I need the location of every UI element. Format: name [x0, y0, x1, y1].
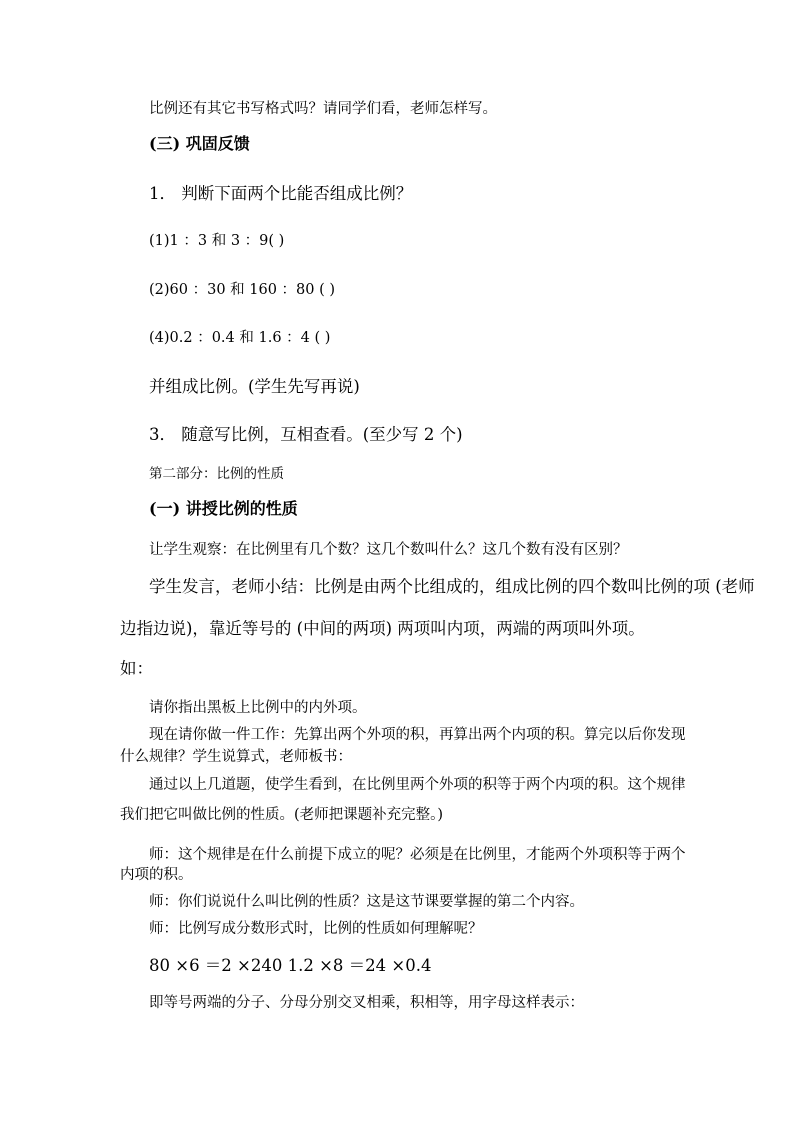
text-line-point-out: 请你指出黑板上比例中的内外项。: [149, 700, 367, 716]
text-line-other-formats: 比例还有其它书写格式吗？请同学们看，老师怎样写。: [149, 101, 497, 117]
exercise-3-prompt: 3． 随意写比例，互相查看。(至少写 2 个): [149, 425, 463, 444]
section-heading-teach-property: (一) 讲授比例的性质: [149, 499, 298, 518]
text-line-rule-1: 通过以上几道题，使学生看到，在比例里两个外项的积等于两个内项的积。这个规律: [149, 777, 686, 793]
text-line-example: 如：: [120, 659, 153, 678]
text-line-what-is-property: 师：你们说说什么叫比例的性质？这是这节课要掌握的第二个内容。: [149, 894, 584, 910]
text-line-premise-2: 内项的积。: [120, 867, 193, 883]
text-line-observe: 让学生观察：在比例里有几个数？这几个数叫什么？这几个数有没有区别？: [149, 542, 628, 558]
text-line-fraction-form: 师：比例写成分数形式时，比例的性质如何理解呢？: [149, 921, 483, 937]
text-line-form-proportion: 并组成比例。(学生先写再说): [149, 377, 360, 396]
section-heading-consolidation: (三) 巩固反馈: [149, 134, 250, 153]
exercise-1-prompt: 1． 判断下面两个比能否组成比例？: [149, 184, 413, 203]
equation-line: 80 ×6 ＝2 ×240 1.2 ×8 ＝24 ×0.4: [149, 956, 432, 975]
text-line-premise-1: 师：这个规律是在什么前提下成立的呢？必须是在比例里，才能两个外项积等于两个: [149, 847, 686, 863]
exercise-item-4: (4)0.2 ：0.4 和 1.6 ：4 ( ): [149, 330, 331, 346]
text-line-summary-2: 边指边说)，靠近等号的 (中间的两项) 两项叫内项，两端的两项叫外项。: [120, 619, 645, 638]
text-line-task-1: 现在请你做一件工作：先算出两个外项的积，再算出两个内项的积。算完以后你发现: [149, 727, 686, 743]
text-line-rule-2: 我们把它叫做比例的性质。(老师把课题补充完整。): [120, 807, 444, 823]
exercise-item-2: (2)60 ：30 和 160 ：80 ( ): [149, 282, 336, 298]
text-line-summary-1: 学生发言，老师小结：比例是由两个比组成的，组成比例的四个数叫比例的项 (老师: [149, 577, 755, 596]
text-line-cross-multiply: 即等号两端的分子、分母分别交叉相乘，积相等，用字母这样表示：: [149, 995, 584, 1011]
text-line-task-2: 什么规律？学生说算式，老师板书：: [120, 749, 352, 765]
exercise-item-1: (1)1 ：3 和 3 ：9( ): [149, 233, 285, 249]
part-two-heading: 第二部分：比例的性质: [149, 466, 284, 482]
